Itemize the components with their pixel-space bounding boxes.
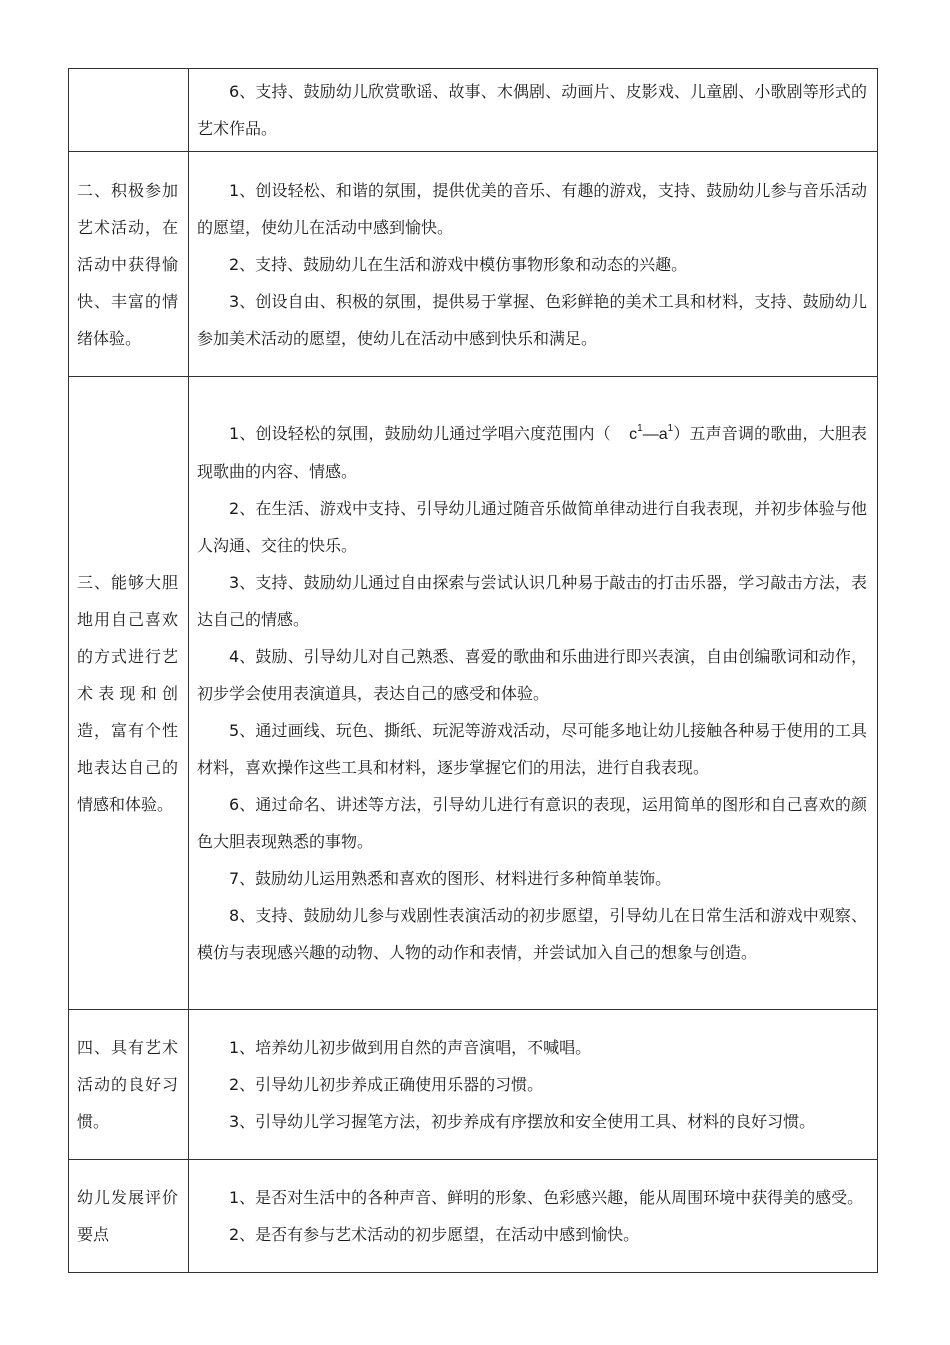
- measure-item: 1、是否对生活中的各种声音、鲜明的形象、色彩感兴趣，能从周围环境中获得美的感受。: [229, 1188, 864, 1207]
- pitch-high: a: [658, 426, 668, 443]
- measure-item: 7、鼓励幼儿运用熟悉和喜欢的图形、材料进行多种简单装饰。: [229, 869, 672, 888]
- goal-label: 二、积极参加艺术活动，在活动中获得愉快、丰富的情绪体验。: [77, 180, 178, 348]
- measure-item: [197, 415, 867, 490]
- measure-item: 2、支持、鼓励幼儿在生活和游戏中模仿事物形象和动态的兴趣。: [229, 254, 688, 274]
- measure-item: 3、支持、鼓励幼儿通过自由探索与尝试认识几种易于敲击的打击乐器，学习敲击方法，表达自己的情感。: [197, 573, 867, 629]
- goal-label-cell: [69, 377, 189, 1010]
- goals-table: [68, 68, 878, 1273]
- table-row: [69, 377, 878, 1010]
- pitch-dash: —: [642, 426, 659, 443]
- pitch-low: c: [629, 426, 638, 443]
- pitch-low-octave: 1: [637, 423, 643, 434]
- measures-cell: [189, 69, 878, 152]
- measure-item: 1、培养幼儿初步做到用自然的声音演唱，不喊唱。: [229, 1038, 592, 1057]
- measure-item: 2、在生活、游戏中支持、引导幼儿通过随音乐做简单律动进行自我表现，并初步体验与他人沟通、交往的快乐。: [197, 499, 867, 555]
- table-row: [69, 1160, 878, 1273]
- measure-item: 3、引导幼儿学习握笔方法，初步养成有序摆放和安全使用工具、材料的良好习惯。: [229, 1112, 816, 1131]
- measures-cell: [189, 1010, 878, 1160]
- measures-cell: [189, 1160, 878, 1273]
- goal-label-cell: [69, 152, 189, 377]
- measure-item: 6、通过命名、讲述等方法，引导幼儿进行有意识的表现，运用简单的图形和自己喜欢的颜色大胆表现熟悉的事物。: [197, 795, 867, 851]
- measure-text: 1、创设轻松的氛围，鼓励幼儿通过学唱六度范围内（: [229, 424, 611, 443]
- measure-item: 3、创设自由、积极的氛围，提供易于掌握、色彩鲜艳的美术工具和材料，支持、鼓励幼儿参加美术活动的愿望，使幼儿在活动中感到快乐和满足。: [197, 291, 867, 348]
- measure-text: ）五声音调的歌曲，大胆表现歌曲的内容、情感。: [197, 424, 867, 481]
- measure-item: 6、支持、鼓励幼儿欣赏歌谣、故事、木偶剧、动画片、皮影戏、儿童剧、小歌剧等形式的艺术作品。: [197, 82, 867, 138]
- measure-item: 1、创设轻松、和谐的氛围，提供优美的音乐、有趣的游戏，支持、鼓励幼儿参与音乐活动的愿望，使幼儿在活动中感到愉快。: [197, 180, 867, 237]
- measure-item: 8、支持、鼓励幼儿参与戏剧性表演活动的初步愿望，引导幼儿在日常生活和游戏中观察、模仿与表现感兴趣的动物、人物的动作和表情，并尝试加入自己的想象与创造。: [197, 906, 867, 962]
- table-row: [69, 1010, 878, 1160]
- table-row: [69, 69, 878, 152]
- goal-label-cell: [69, 1160, 189, 1273]
- pitch-high-octave: 1: [667, 423, 674, 434]
- goal-label: 三、能够大胆地用自己喜欢的方式进行艺术表现和创造，富有个性地表达自己的情感和体验。: [77, 572, 178, 814]
- measure-item: 4、鼓励、引导幼儿对自己熟悉、喜爱的歌曲和乐曲进行即兴表演，自由创编歌词和动作，初步学会使用表演道具，表达自己的感受和体验。: [197, 647, 867, 703]
- goal-label-cell: [69, 69, 189, 152]
- goal-label: 幼儿发展评价要点: [77, 1188, 178, 1244]
- pitch-range: [611, 423, 674, 443]
- measure-item: 5、通过画线、玩色、撕纸、玩泥等游戏活动，尽可能多地让幼儿接触各种易于使用的工具材料，喜欢操作这些工具和材料，逐步掌握它们的用法，进行自我表现。: [197, 721, 867, 777]
- measure-item: 2、引导幼儿初步养成正确使用乐器的习惯。: [229, 1075, 544, 1094]
- measures-cell: [189, 152, 878, 377]
- measure-item: 2、是否有参与艺术活动的初步愿望，在活动中感到愉快。: [229, 1225, 640, 1244]
- goal-label-cell: [69, 1010, 189, 1160]
- goal-label: 四、具有艺术活动的良好习惯。: [77, 1038, 178, 1131]
- measures-cell: [189, 377, 878, 1010]
- table-row: [69, 152, 878, 377]
